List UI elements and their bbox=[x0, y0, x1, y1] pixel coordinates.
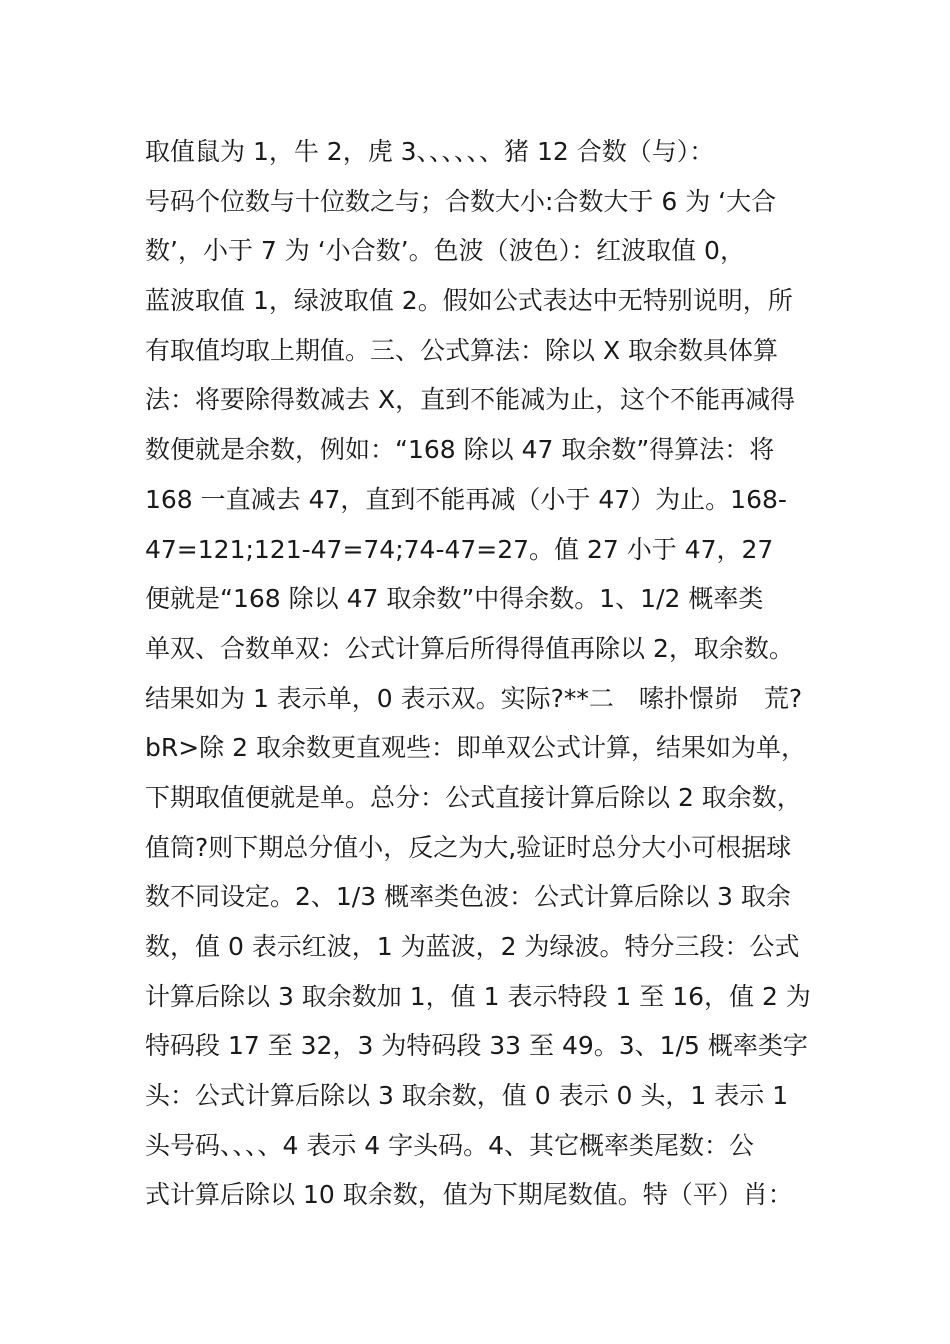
text-line: 头：公式计算后除以 3 取余数，值 0 表示 0 头，1 表示 1 bbox=[145, 1081, 789, 1111]
text-line: 特码段 17 至 32，3 为特码段 33 至 49。3、1/5 概率类字 bbox=[145, 1031, 808, 1061]
text-line: 法：将要除得数减去 X，直到不能减为止，这个不能再减得 bbox=[145, 385, 796, 415]
text-line: 蓝波取值 1，绿波取值 2。假如公式表达中无特别说明，所 bbox=[145, 286, 793, 316]
text-line: 计算后除以 3 取余数加 1，值 1 表示特段 1 至 16，值 2 为 bbox=[145, 981, 811, 1011]
text-line: 头号码、、、、4 表示 4 字头码。4、其它概率类尾数：公 bbox=[145, 1130, 755, 1160]
text-line: 47=121;121-47=74;74-47=27。值 27 小于 47，27 bbox=[145, 534, 774, 564]
text-line: 值筒?则下期总分值小，反之为大,验证时总分大小可根据球 bbox=[145, 832, 792, 862]
text-line: 数便就是余数，例如：“168 除以 47 取余数”得算法：将 bbox=[145, 435, 775, 465]
text-line: 号码个位数与十位数之与；合数大小:合数大于 6 为 ‘大合 bbox=[145, 186, 777, 216]
text-line: 下期取值便就是单。总分：公式直接计算后除以 2 取余数， bbox=[145, 782, 802, 812]
text-line: 数，值 0 表示红波，1 为蓝波，2 为绿波。特分三段：公式 bbox=[145, 932, 800, 961]
text-line: 168 一直减去 47，直到不能再减（小于 47）为止。168- bbox=[145, 484, 787, 514]
text-line: bR>除 2 取余数更直观些：即单双公式计算，结果如为单， bbox=[145, 733, 806, 763]
text-line: 取值鼠为 1，牛 2，虎 3、、、、、、猪 12 合数（与）： bbox=[145, 137, 715, 166]
text-line: 便就是“168 除以 47 取余数”中得余数。1、1/2 概率类 bbox=[145, 584, 764, 614]
text-line: 式计算后除以 10 取余数，值为下期尾数值。特（平）肖： bbox=[145, 1180, 793, 1210]
text-line: 结果如为 1 表示单，0 表示双。实际?**二 嗦扑憬峁 荒? bbox=[145, 683, 803, 713]
text-line: 数不同设定。2、1/3 概率类色波：公式计算后除以 3 取余 bbox=[145, 882, 791, 912]
text-line: 单双、合数单双：公式计算后所得得值再除以 2，取余数。 bbox=[145, 633, 794, 663]
text-line: 有取值均取上期值。三、公式算法：除以 X 取余数具体算 bbox=[145, 335, 779, 365]
text-line: 数’，小于 7 为 ‘小合数’。色波（波色）：红波取值 0， bbox=[145, 236, 745, 266]
body-text bbox=[145, 127, 825, 1220]
